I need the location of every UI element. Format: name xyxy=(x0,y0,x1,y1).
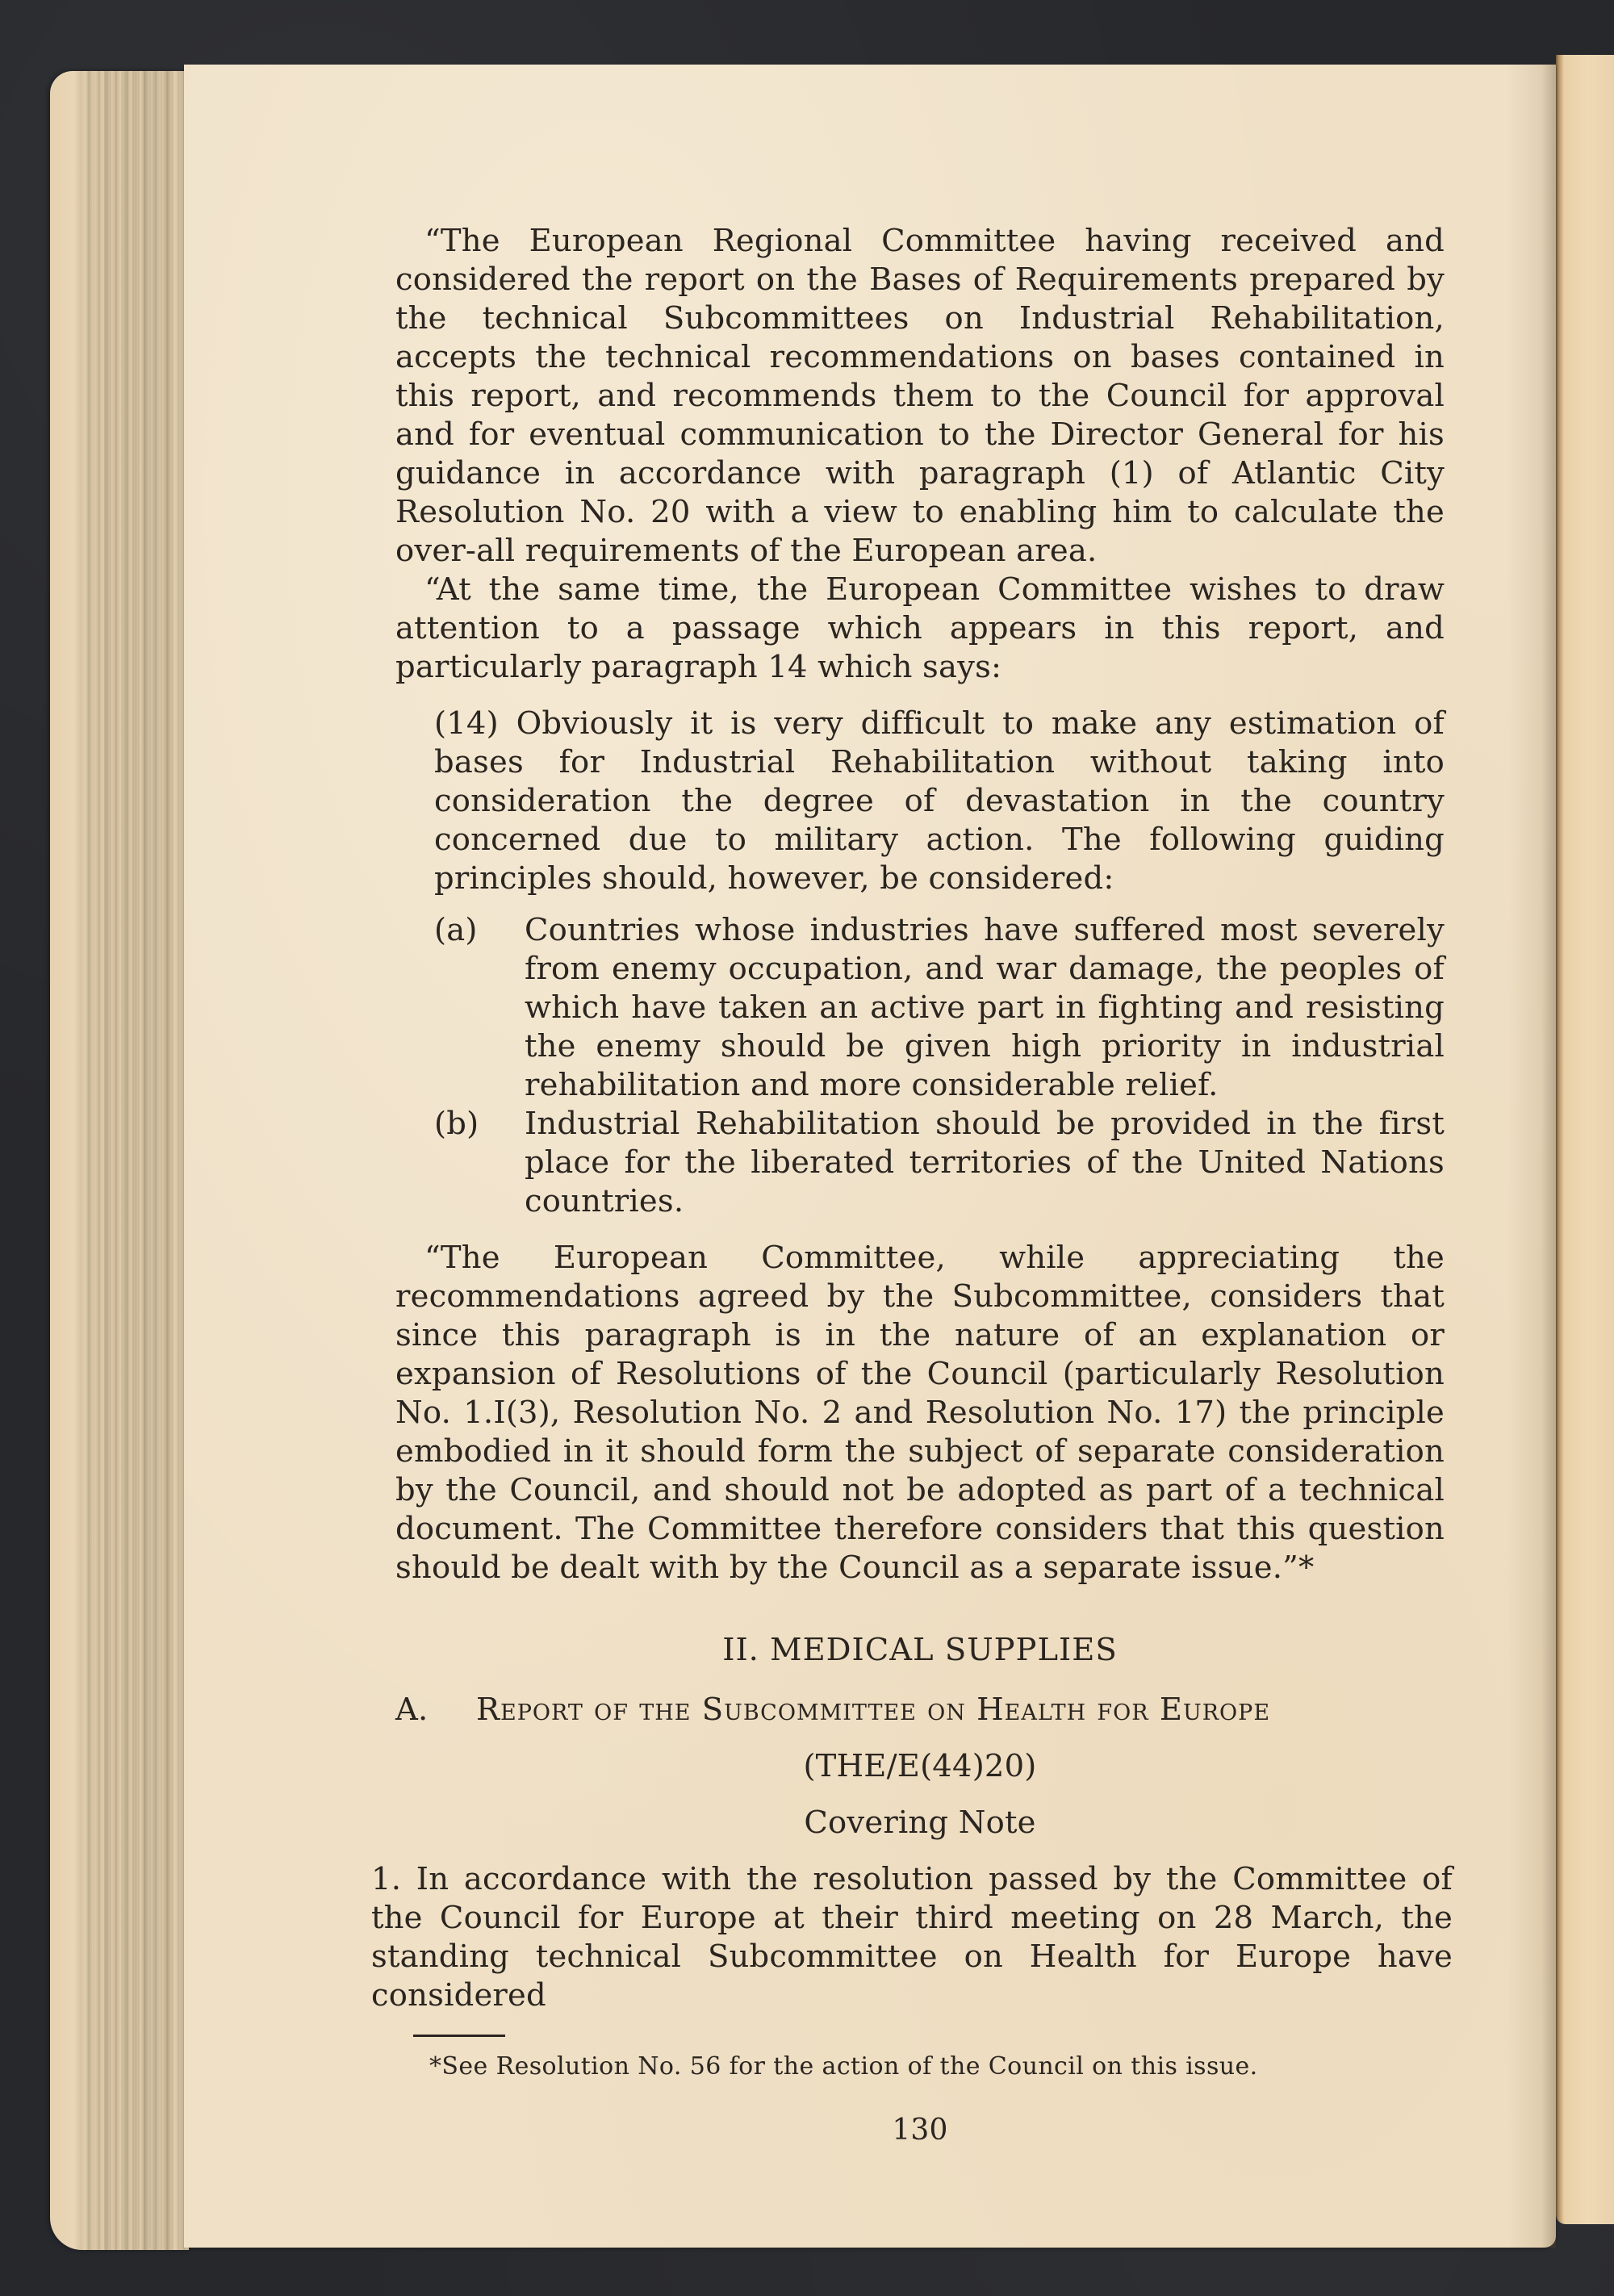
paragraph-passage-attention: “At the same time, the European Committee wishes to draw attention to a passage which appears in this report, and particularly paragraph 14 which says: xyxy=(395,571,1445,685)
subsection-letter: A. xyxy=(395,1692,429,1728)
book-page xyxy=(184,65,1556,2248)
footnote: *See Resolution No. 56 for the action of the Council on this issue. xyxy=(429,2052,1258,2081)
subsection-title: Report of the Subcommittee on Health for Europe xyxy=(476,1692,1271,1728)
list-marker: (b) xyxy=(434,1106,479,1142)
paragraph-14-quote: (14) Obviously it is very difficult to make any estimation of bases for Industrial Rehabilitation without taking into consideration the degree of devastation in the country concerned due to military action. The following guiding principles should, however, be considered: xyxy=(434,705,1445,897)
page-gutter-shadow xyxy=(1507,65,1556,2248)
section-heading: II. MEDICAL SUPPLIES xyxy=(722,1632,1118,1668)
paragraph-committee-considers: “The European Committee, while appreciating the recommendations agreed by the Subcommittee, considers that since this paragraph is in the nature of an explanation or expansion of Resolutions of the Council (particularly Resolution No. 1.I(3), Resolution No. 2 and Resolution No. 17) the principle embodied in it should form the subject of separate consideration by the Council, and should not be adopted as part of a technical document. The Committee therefore considers that this question should be dealt with by the Council as a separate issue.”* xyxy=(395,1240,1445,1586)
page-content xyxy=(371,222,1453,2150)
footnote-divider xyxy=(413,2035,505,2037)
principle-item-b xyxy=(434,1105,1445,1221)
document-code: (THE/E(44)20) xyxy=(803,1748,1037,1784)
list-item-text: Industrial Rehabilitation should be provided in the first place for the liberated territories of the United Nations countries. xyxy=(525,1106,1445,1219)
principle-item-a xyxy=(434,911,1445,1105)
covering-note-title: Covering Note xyxy=(804,1805,1036,1841)
list-item-text: Countries whose industries have suffered most severely from enemy occupation, and war damage, the peoples of which have taken an active part in fighting and resisting the enemy should be given high priority in industrial rehabilitation and more considerable relief. xyxy=(525,912,1445,1103)
subsection-heading xyxy=(395,1691,1445,1729)
list-marker: (a) xyxy=(434,912,478,948)
numbered-paragraph-1: 1. In accordance with the resolution passed by the Committee of the Council for Europe at their third meeting on 28 March, the standing technical Subcommittee on Health for Europe have considered xyxy=(371,1861,1453,2014)
paragraph-committee-resolution: “The European Regional Committee having received and considered the report on the Bases of Requirements prepared by the technical Subcommittees on Industrial Rehabilitation, accepts the technical recommendations on bases contained in this report, and recommends them to the Council for approval and for eventual communication to the Director General for his guidance in accordance with paragraph (1) of Atlantic City Resolution No. 20 with a view to enabling him to calculate the over-all requirements of the European area. xyxy=(395,223,1445,569)
page-number: 130 xyxy=(892,2114,948,2147)
facing-page-edge xyxy=(1556,55,1614,2224)
guiding-principles-list xyxy=(395,911,1445,1221)
book-page-stack-edge xyxy=(50,71,189,2250)
